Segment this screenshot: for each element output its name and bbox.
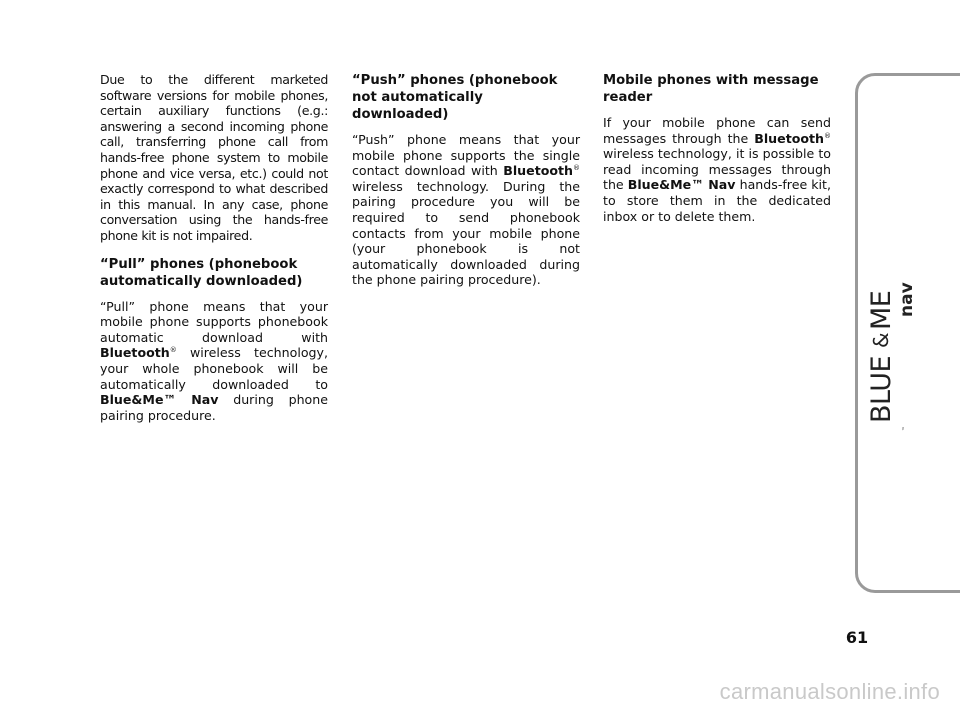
reader-text-3: hands-free kit, to store them in the dedicated inbox or to delete them. <box>603 177 831 224</box>
pull-text-3: during phone pairing procedure. <box>100 392 328 423</box>
column-middle <box>352 72 580 300</box>
bluetooth-term: Bluetooth <box>754 130 824 146</box>
reader-text-2: wireless technology, it is possible to read incoming messages through the <box>603 146 831 193</box>
column-left <box>100 72 328 435</box>
page-number: 61 <box>845 628 869 647</box>
reader-text-1: If your mobile phone can send messages through the <box>603 115 831 146</box>
logo-blue: BLUE <box>866 355 897 423</box>
push-text-1: “Push” phone means that your mobile phone supports the single contact download with <box>352 132 580 179</box>
bluetooth-term: Bluetooth <box>100 345 170 361</box>
logo-amp: & <box>869 332 893 348</box>
column-right <box>603 72 831 236</box>
pull-phones-heading: “Pull” phones (phonebook automatically downloaded) <box>100 256 303 289</box>
registered-mark: ® <box>573 164 580 173</box>
registered-mark: ® <box>824 131 831 140</box>
blue-and-me-nav-logo <box>846 265 926 435</box>
push-phones-paragraph <box>352 132 580 288</box>
bluetooth-term: Bluetooth <box>503 163 573 179</box>
brand-term: Blue&Me™ Nav <box>627 177 736 193</box>
logo-me: ME <box>866 290 897 330</box>
logo-nav: nav <box>897 282 917 317</box>
message-reader-heading: Mobile phones with message reader <box>603 73 819 105</box>
push-text-2: wireless technology. During the pairing procedure you will be required to send phonebook contacts from your mobile phone (your phonebook is not automatically downloaded during the phone pairing procedure). <box>352 178 580 288</box>
registered-mark: ® <box>169 346 177 355</box>
brand-term: Blue&Me™ Nav <box>100 392 219 408</box>
watermark: carmanualsonline.info <box>719 679 940 704</box>
intro-paragraph: Due to the different marketed software versions for mobile phones, certain auxiliary functions (e.g.: answering a second incoming phone call, transferring phone call from hands-free phone system to mobile phone and vice versa, etc.) could not exactly correspond to what described in this manual. In any case, phone conversation using the hands-free phone kit is not impaired. <box>100 72 328 243</box>
message-reader-paragraph <box>603 115 831 224</box>
pull-text-1: “Pull” phone means that your mobile phone supports phonebook automatic download with <box>100 298 328 345</box>
push-phones-heading: “Push” phones (phonebook not automatically downloaded) <box>352 73 558 122</box>
pull-text-2: wireless technology, your whole phonebook will be automatically downloaded to <box>100 345 328 392</box>
logo-tm: ™ <box>902 426 908 431</box>
pull-phones-paragraph <box>100 299 328 424</box>
